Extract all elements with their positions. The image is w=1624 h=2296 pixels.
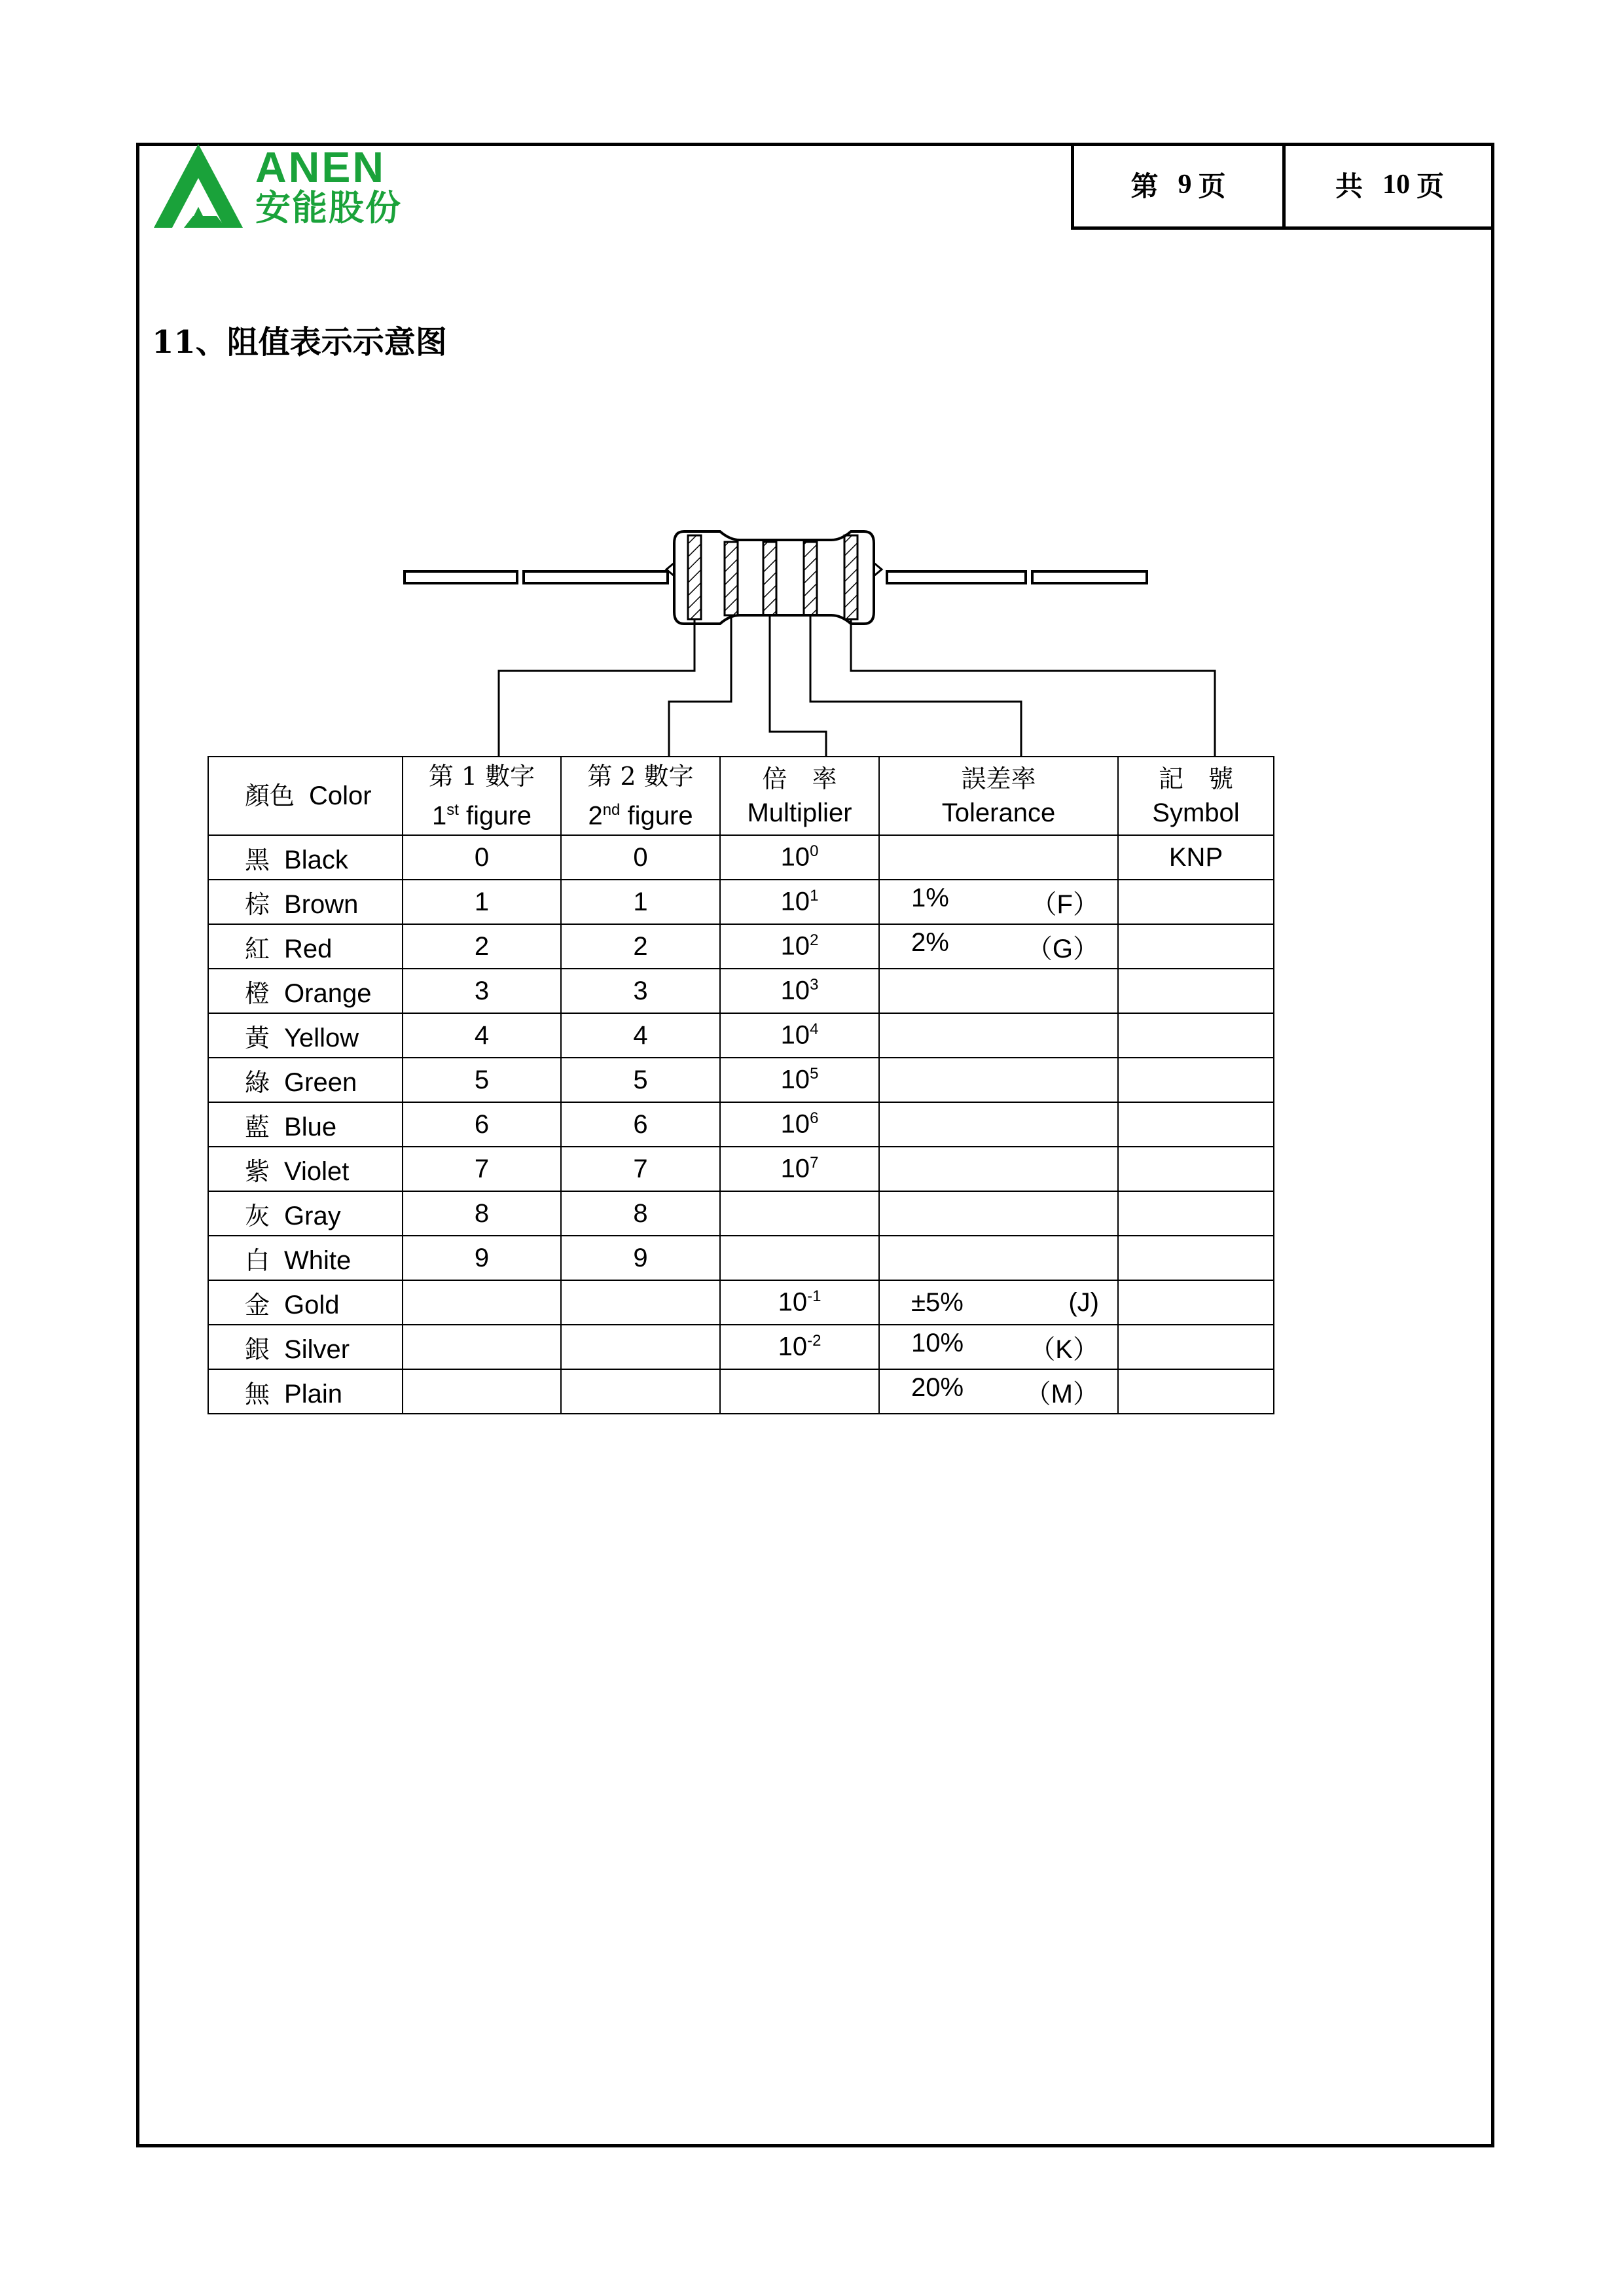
first-figure-cell (403, 1280, 561, 1325)
logo-en: ANEN (255, 143, 386, 191)
symbol-cell (1118, 1102, 1274, 1147)
tolerance-cell (879, 969, 1118, 1013)
color-name-cell: 橙 Orange (208, 969, 403, 1013)
color-name-cell: 綠 Green (208, 1058, 403, 1102)
header-color: 顏色 Color (208, 757, 403, 835)
first-figure-cell: 4 (403, 1013, 561, 1058)
table-row (208, 1102, 1274, 1147)
color-name-cell: 棕 Brown (208, 880, 403, 924)
color-name-cell: 金 Gold (208, 1280, 403, 1325)
multiplier-cell (720, 1369, 879, 1414)
first-figure-cell: 6 (403, 1102, 561, 1147)
first-figure-cell: 1 (403, 880, 561, 924)
tolerance-cell (879, 1102, 1118, 1147)
first-figure-cell (403, 1325, 561, 1369)
logo-wordmark (255, 145, 402, 228)
total-label-suffix: 页 (1416, 170, 1445, 202)
logo-cn: 安能股份 (255, 187, 402, 228)
first-figure-cell: 5 (403, 1058, 561, 1102)
symbol-cell (1118, 1191, 1274, 1236)
table-row (208, 1236, 1274, 1280)
second-figure-cell: 1 (561, 880, 720, 924)
table-row (208, 1369, 1274, 1414)
table-row (208, 835, 1274, 880)
table-row (208, 1058, 1274, 1102)
second-figure-cell: 0 (561, 835, 720, 880)
symbol-cell (1118, 1236, 1274, 1280)
symbol-cell (1118, 1058, 1274, 1102)
color-name-cell: 白 White (208, 1236, 403, 1280)
symbol-cell (1118, 924, 1274, 969)
total-pages: 10 (1382, 170, 1410, 200)
multiplier-cell: $10^3$ (720, 969, 879, 1013)
second-figure-cell (561, 1325, 720, 1369)
multiplier-cell (720, 1236, 879, 1280)
first-figure-cell: 2 (403, 924, 561, 969)
header-first-figure: 第 1 數字 1st figure (403, 757, 561, 835)
tolerance-cell: 10% （K） (879, 1325, 1118, 1369)
table-row (208, 1147, 1274, 1191)
symbol-cell (1118, 1013, 1274, 1058)
page-number-cell (1074, 143, 1282, 226)
header-tolerance: 誤差率 Tolerance (879, 757, 1118, 835)
second-figure-cell: 9 (561, 1236, 720, 1280)
first-figure-cell: 9 (403, 1236, 561, 1280)
multiplier-cell: $10^4$ (720, 1013, 879, 1058)
resistor-color-code-table (208, 756, 1274, 1414)
color-name-cell: 灰 Gray (208, 1191, 403, 1236)
first-figure-cell (403, 1369, 561, 1414)
multiplier-cell: $10^0$ (720, 835, 879, 880)
symbol-cell: KNP (1118, 835, 1274, 880)
symbol-cell (1118, 880, 1274, 924)
table-row (208, 1325, 1274, 1369)
multiplier-cell: $10^6$ (720, 1102, 879, 1147)
color-name-cell: 紫 Violet (208, 1147, 403, 1191)
table-row (208, 924, 1274, 969)
second-figure-cell: 4 (561, 1013, 720, 1058)
first-figure-cell: 7 (403, 1147, 561, 1191)
color-name-cell: 藍 Blue (208, 1102, 403, 1147)
second-figure-cell: 3 (561, 969, 720, 1013)
multiplier-cell (720, 1191, 879, 1236)
multiplier-cell: $10^7$ (720, 1147, 879, 1191)
multiplier-cell: $10^{-2}$ (720, 1325, 879, 1369)
page-number: 9 (1178, 170, 1192, 200)
second-figure-cell (561, 1369, 720, 1414)
tolerance-cell (879, 1236, 1118, 1280)
tolerance-cell (879, 1191, 1118, 1236)
page-label-suffix: 页 (1198, 170, 1226, 202)
color-name-cell: 黃 Yellow (208, 1013, 403, 1058)
symbol-cell (1118, 1369, 1274, 1414)
header-second-figure: 第 2 數字 2nd figure (561, 757, 720, 835)
color-name-cell: 黑 Black (208, 835, 403, 880)
section-title: 11、阻值表示示意图 (152, 324, 447, 361)
multiplier-cell: $10^1$ (720, 880, 879, 924)
tolerance-cell: ±5% (J) (879, 1280, 1118, 1325)
tolerance-cell (879, 1013, 1118, 1058)
symbol-cell (1118, 1325, 1274, 1369)
total-label-prefix: 共 (1335, 170, 1363, 202)
second-figure-cell: 6 (561, 1102, 720, 1147)
first-figure-cell: 3 (403, 969, 561, 1013)
tolerance-cell: 1% （F） (879, 880, 1118, 924)
page-info-box (1071, 143, 1494, 230)
header-symbol: 記 號 Symbol (1118, 757, 1274, 835)
header-multiplier: 倍 率 Multiplier (720, 757, 879, 835)
second-figure-cell (561, 1280, 720, 1325)
total-pages-cell (1282, 143, 1494, 226)
color-name-cell: 銀 Silver (208, 1325, 403, 1369)
tolerance-cell (879, 835, 1118, 880)
table-row (208, 1280, 1274, 1325)
multiplier-cell: $10^2$ (720, 924, 879, 969)
color-name-cell: 無 Plain (208, 1369, 403, 1414)
symbol-cell (1118, 1147, 1274, 1191)
tolerance-cell: 20% （M） (879, 1369, 1118, 1414)
table-row (208, 1191, 1274, 1236)
table-row (208, 969, 1274, 1013)
tolerance-cell (879, 1147, 1118, 1191)
first-figure-cell: 8 (403, 1191, 561, 1236)
multiplier-cell: $10^5$ (720, 1058, 879, 1102)
second-figure-cell: 7 (561, 1147, 720, 1191)
color-name-cell: 紅 Red (208, 924, 403, 969)
second-figure-cell: 2 (561, 924, 720, 969)
tolerance-cell: 2% （G） (879, 924, 1118, 969)
table-row (208, 1013, 1274, 1058)
second-figure-cell: 5 (561, 1058, 720, 1102)
table-row (208, 880, 1274, 924)
second-figure-cell: 8 (561, 1191, 720, 1236)
multiplier-cell: $10^{-1}$ (720, 1280, 879, 1325)
page-label-prefix: 第 (1130, 170, 1159, 202)
table-header-row (208, 757, 1274, 835)
tolerance-cell (879, 1058, 1118, 1102)
symbol-cell (1118, 969, 1274, 1013)
symbol-cell (1118, 1280, 1274, 1325)
first-figure-cell: 0 (403, 835, 561, 880)
